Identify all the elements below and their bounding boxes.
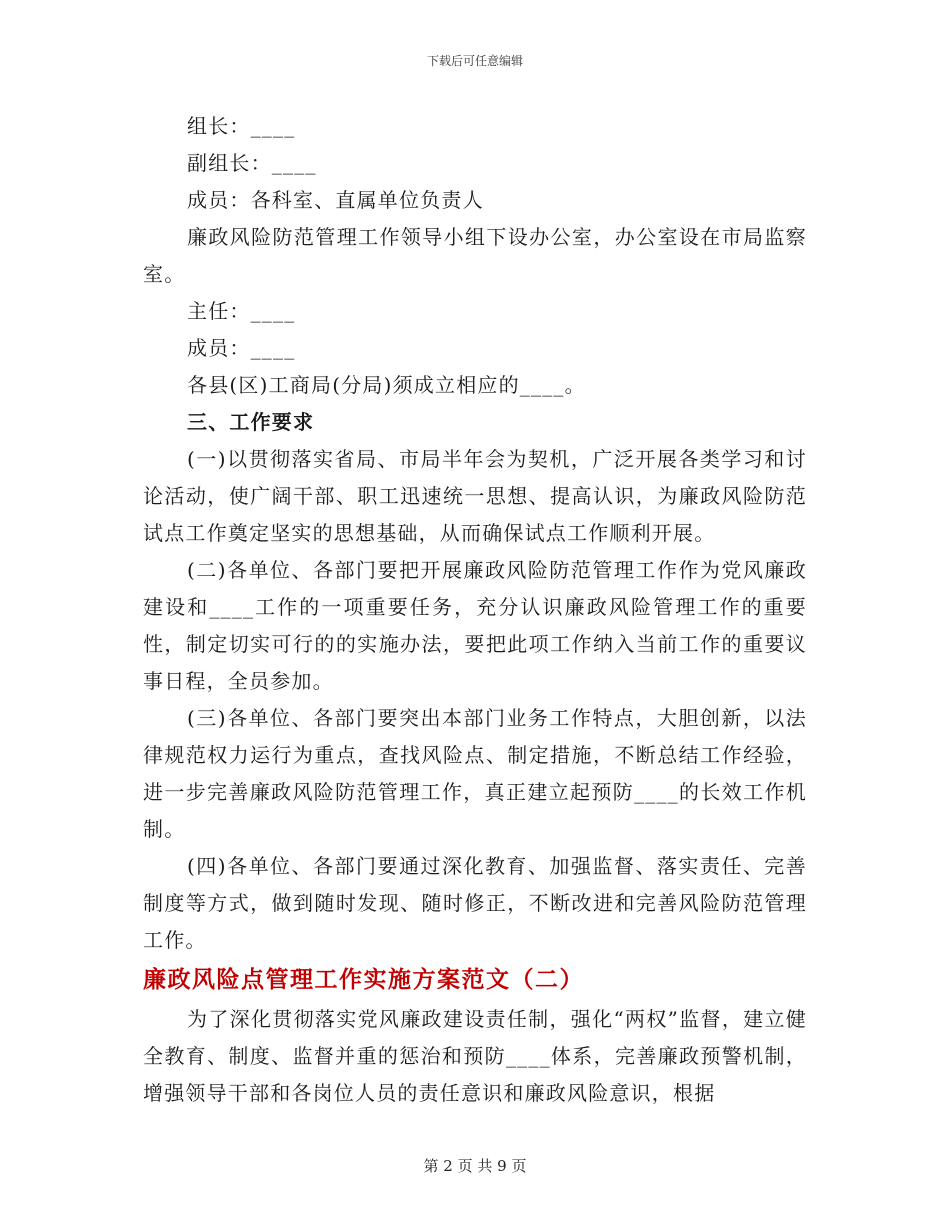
director-line: 主任：____: [187, 299, 296, 323]
office-members-line: 成员：____: [187, 336, 296, 360]
section-title: 廉政风险点管理工作实施方案范文（二）: [143, 966, 584, 993]
document-body: [143, 108, 807, 1112]
county-bureau-line: 各县(区)工商局(分局)须成立相应的____。: [187, 373, 586, 397]
deputy-leader-line: 副组长：____: [187, 151, 317, 175]
office-paragraph: 廉政风险防范管理工作领导小组下设办公室，办公室设在市局监察室。: [143, 225, 807, 286]
leader-line: 组长：____: [187, 114, 296, 138]
requirement-paragraph-2: (二)各单位、各部门要把开展廉政风险防范管理工作作为党风廉政建设和____工作的一项重要任务，充分认识廉政风险管理工作的重要性，制定切实可行的的实施办法，要把此项工作纳入当前工作的重要议事日程，全员参加。: [143, 558, 807, 693]
page-number-footer: 第 2 页 共 9 页: [423, 1157, 527, 1175]
requirement-paragraph-3: (三)各单位、各部门要突出本部门业务工作特点，大胆创新，以法律规范权力运行为重点，查找风险点、制定措施，不断总结工作经验，进一步完善廉政风险防范管理工作，真正建立起预防____的长效工作机制。: [143, 706, 807, 841]
page-header: 下载后可任意编辑: [426, 54, 523, 68]
requirement-paragraph-4: (四)各单位、各部门要通过深化教育、加强监督、落实责任、完善制度等方式，做到随时发现、随时修正，不断改进和完善风险防范管理工作。: [143, 854, 807, 952]
members-line: 成员：各科室、直属单位负责人: [187, 188, 484, 212]
intro-paragraph: 为了深化贯彻落实党风廉政建设责任制，强化“两权”监督，建立健全教育、制度、监督并重的惩治和预防____体系，完善廉政预警机制，增强领导干部和各岗位人员的责任意识和廉政风险意识，根据: [143, 1007, 807, 1105]
requirement-paragraph-1: (一)以贯彻落实省局、市局半年会为契机，广泛开展各类学习和讨论活动，使广阔干部、职工迅速统一思想、提高认识，为廉政风险防范试点工作奠定坚实的思想基础，从而确保试点工作顺利开展。: [143, 447, 807, 545]
section-heading-requirements: 三、工作要求: [187, 410, 315, 434]
